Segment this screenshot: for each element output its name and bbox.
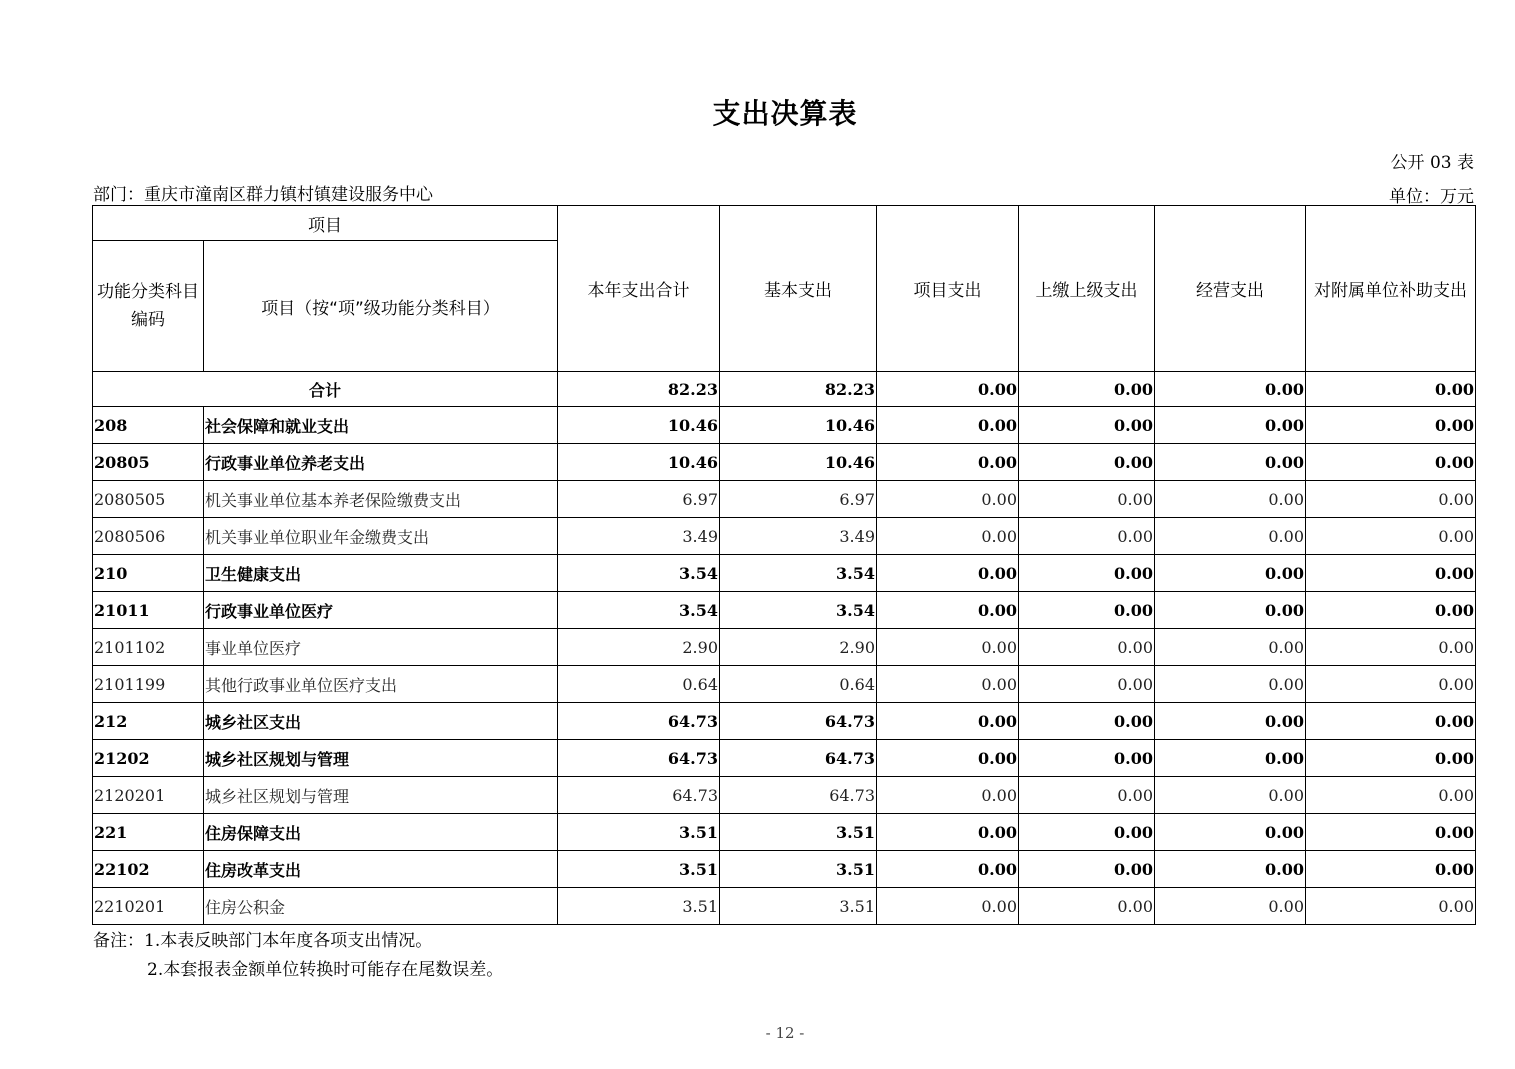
header-code: 功能分类科目编码: [93, 241, 204, 372]
row-code: 212: [93, 703, 204, 740]
table-row: [93, 481, 1476, 518]
table-row: [93, 518, 1476, 555]
table-row: [93, 555, 1476, 592]
row-name: 城乡社区支出: [204, 703, 558, 740]
row-value: 0.00: [877, 592, 1019, 629]
row-value: 0.00: [1019, 592, 1155, 629]
row-code: 2120201: [93, 777, 204, 814]
row-value: 0.00: [1306, 444, 1476, 481]
total-value: 0.00: [1019, 372, 1155, 407]
row-value: 0.00: [877, 555, 1019, 592]
row-name: 其他行政事业单位医疗支出: [204, 666, 558, 703]
table-row: [93, 851, 1476, 888]
row-value: 0.00: [1155, 814, 1306, 851]
row-value: 3.51: [558, 814, 720, 851]
row-value: 0.00: [877, 518, 1019, 555]
row-value: 3.51: [720, 888, 877, 925]
row-value: 0.00: [1155, 777, 1306, 814]
row-value: 0.00: [1019, 407, 1155, 444]
row-value: 3.54: [558, 592, 720, 629]
row-value: 3.54: [720, 555, 877, 592]
table-row: [93, 666, 1476, 703]
row-code: 2101102: [93, 629, 204, 666]
row-value: 64.73: [558, 703, 720, 740]
row-value: 0.00: [1155, 740, 1306, 777]
note-2: 2.本套报表金额单位转换时可能存在尾数误差。: [147, 960, 504, 980]
row-value: 0.00: [1155, 555, 1306, 592]
row-value: 64.73: [720, 777, 877, 814]
row-value: 0.00: [1019, 518, 1155, 555]
table-row: [93, 703, 1476, 740]
row-value: 0.00: [1019, 814, 1155, 851]
row-value: 10.46: [720, 407, 877, 444]
header-item-name: 项目（按“项”级功能分类科目）: [204, 241, 558, 372]
row-value: 0.00: [877, 407, 1019, 444]
row-value: 0.00: [1306, 777, 1476, 814]
note-1: 备注：1.本表反映部门本年度各项支出情况。: [93, 931, 433, 951]
page-title: 支出决算表: [712, 97, 858, 130]
row-code: 22102: [93, 851, 204, 888]
total-row: [93, 372, 1476, 407]
row-value: 0.00: [1155, 592, 1306, 629]
row-code: 21011: [93, 592, 204, 629]
row-value: 0.00: [1306, 666, 1476, 703]
row-value: 0.00: [877, 777, 1019, 814]
row-value: 0.00: [1019, 703, 1155, 740]
row-value: 0.00: [1019, 888, 1155, 925]
table-row: [93, 592, 1476, 629]
row-name: 住房改革支出: [204, 851, 558, 888]
row-value: 0.00: [1019, 666, 1155, 703]
header-basic-expenditure: 基本支出: [720, 206, 877, 372]
row-value: 3.54: [558, 555, 720, 592]
row-name: 住房公积金: [204, 888, 558, 925]
row-name: 行政事业单位医疗: [204, 592, 558, 629]
row-value: 0.00: [1019, 777, 1155, 814]
row-code: 2080506: [93, 518, 204, 555]
row-value: 0.00: [1306, 518, 1476, 555]
row-value: 0.00: [877, 888, 1019, 925]
row-name: 卫生健康支出: [204, 555, 558, 592]
total-label: 合计: [93, 372, 558, 407]
row-value: 0.00: [877, 629, 1019, 666]
table-row: [93, 814, 1476, 851]
row-value: 3.51: [720, 851, 877, 888]
table-row: [93, 629, 1476, 666]
row-value: 64.73: [558, 777, 720, 814]
header-superior-remittance: 上缴上级支出: [1019, 206, 1155, 372]
total-value: 82.23: [558, 372, 720, 407]
row-value: 3.51: [558, 888, 720, 925]
header-total-expenditure: 本年支出合计: [558, 206, 720, 372]
row-value: 0.00: [877, 814, 1019, 851]
row-name: 住房保障支出: [204, 814, 558, 851]
row-value: 64.73: [558, 740, 720, 777]
row-value: 0.00: [1155, 888, 1306, 925]
row-value: 3.54: [720, 592, 877, 629]
row-value: 10.46: [558, 407, 720, 444]
row-value: 0.00: [1306, 740, 1476, 777]
table-row: [93, 777, 1476, 814]
row-value: 0.00: [1306, 407, 1476, 444]
row-value: 0.00: [1019, 481, 1155, 518]
row-value: 3.49: [720, 518, 877, 555]
row-name: 城乡社区规划与管理: [204, 740, 558, 777]
page-number: - 12 -: [765, 1024, 805, 1042]
header-subsidiary-subsidy: 对附属单位补助支出: [1306, 206, 1476, 372]
row-code: 2101199: [93, 666, 204, 703]
notes: [93, 927, 503, 985]
total-value: 0.00: [1306, 372, 1476, 407]
row-value: 3.51: [720, 814, 877, 851]
row-code: 20805: [93, 444, 204, 481]
row-value: 0.00: [1155, 518, 1306, 555]
header-project-expenditure: 项目支出: [877, 206, 1019, 372]
row-value: 3.51: [558, 851, 720, 888]
row-name: 机关事业单位职业年金缴费支出: [204, 518, 558, 555]
table-row: [93, 407, 1476, 444]
row-value: 10.46: [558, 444, 720, 481]
form-number: 公开 03 表: [1390, 153, 1474, 173]
row-value: 0.00: [1306, 555, 1476, 592]
row-value: 0.00: [1155, 666, 1306, 703]
row-value: 0.00: [1306, 814, 1476, 851]
row-value: 0.00: [877, 666, 1019, 703]
row-value: 0.00: [1019, 851, 1155, 888]
row-value: 0.00: [1306, 851, 1476, 888]
row-value: 0.00: [877, 444, 1019, 481]
row-value: 0.00: [1155, 851, 1306, 888]
row-name: 社会保障和就业支出: [204, 407, 558, 444]
row-value: 6.97: [558, 481, 720, 518]
expenditure-table: [92, 205, 1476, 925]
row-value: 0.00: [1306, 888, 1476, 925]
row-code: 21202: [93, 740, 204, 777]
row-value: 0.00: [1306, 481, 1476, 518]
row-value: 0.00: [1155, 629, 1306, 666]
table-row: [93, 444, 1476, 481]
row-value: 0.00: [877, 740, 1019, 777]
table-row: [93, 888, 1476, 925]
department-label: 部门：重庆市潼南区群力镇村镇建设服务中心: [93, 185, 433, 205]
row-value: 0.00: [1306, 629, 1476, 666]
row-value: 0.00: [877, 851, 1019, 888]
row-value: 0.00: [877, 703, 1019, 740]
row-code: 221: [93, 814, 204, 851]
row-value: 0.00: [1019, 555, 1155, 592]
row-value: 0.00: [1306, 592, 1476, 629]
row-name: 行政事业单位养老支出: [204, 444, 558, 481]
row-value: 0.64: [720, 666, 877, 703]
row-name: 机关事业单位基本养老保险缴费支出: [204, 481, 558, 518]
row-value: 0.64: [558, 666, 720, 703]
row-value: 0.00: [1155, 481, 1306, 518]
row-code: 208: [93, 407, 204, 444]
row-name: 城乡社区规划与管理: [204, 777, 558, 814]
row-value: 0.00: [1306, 703, 1476, 740]
row-value: 64.73: [720, 740, 877, 777]
row-value: 2.90: [720, 629, 877, 666]
row-value: 0.00: [1019, 629, 1155, 666]
row-value: 6.97: [720, 481, 877, 518]
row-value: 2.90: [558, 629, 720, 666]
row-value: 64.73: [720, 703, 877, 740]
total-value: 0.00: [1155, 372, 1306, 407]
header-project: 项目: [93, 206, 558, 241]
total-value: 82.23: [720, 372, 877, 407]
row-value: 0.00: [1155, 703, 1306, 740]
row-name: 事业单位医疗: [204, 629, 558, 666]
row-code: 210: [93, 555, 204, 592]
row-value: 0.00: [1019, 740, 1155, 777]
total-value: 0.00: [877, 372, 1019, 407]
row-value: 10.46: [720, 444, 877, 481]
row-code: 2210201: [93, 888, 204, 925]
row-value: 0.00: [1019, 444, 1155, 481]
row-value: 0.00: [1155, 444, 1306, 481]
row-value: 3.49: [558, 518, 720, 555]
table-row: [93, 740, 1476, 777]
unit-label: 单位：万元: [1389, 187, 1474, 207]
row-value: 0.00: [877, 481, 1019, 518]
row-value: 0.00: [1155, 407, 1306, 444]
header-operating-expenditure: 经营支出: [1155, 206, 1306, 372]
row-code: 2080505: [93, 481, 204, 518]
